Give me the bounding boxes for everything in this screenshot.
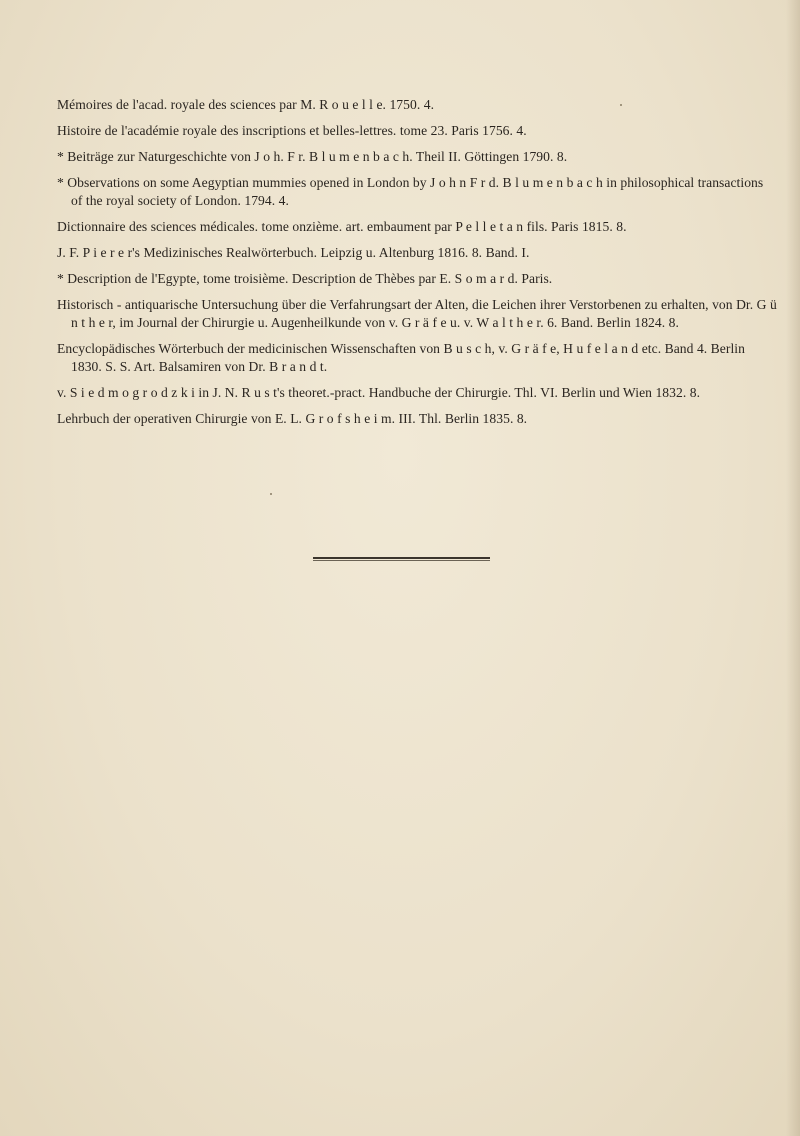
paper-speck bbox=[620, 104, 622, 106]
bibliography-entry: v. S i e d m o g r o d z k i in J. N. R u s t's theoret.-pract. Handbuche der Chirurgie. Thl. VI. Berlin und Wien 1832. 8. bbox=[57, 385, 701, 400]
bibliography-entry: Dictionnaire des sciences médicales. tome onzième. art. embaument par P e l l e t a n fils. Paris 1815. 8. bbox=[57, 219, 627, 234]
bibliography-entry: * Observations on some Aegyptian mummies opened in London by J o h n F r d. B l u m e n b a c h in philosophical transactions of the royal society of London. 1794. 4. bbox=[57, 175, 764, 208]
page-edge-shadow bbox=[786, 0, 800, 1136]
bibliography-entry: Lehrbuch der operativen Chirurgie von E. L. G r o f s h e i m. III. Thl. Berlin 1835. 8. bbox=[57, 411, 528, 426]
bibliography-entry: J. F. P i e r e r's Medizinisches Realwörterbuch. Leipzig u. Altenburg 1816. 8. Band. I. bbox=[57, 245, 530, 260]
paper-speck bbox=[270, 493, 272, 495]
bibliography-list bbox=[57, 96, 777, 436]
bibliography-entry: Encyclopädisches Wörterbuch der medicinischen Wissenschaften von B u s c h, v. G r ä f e, H u f e l a n d etc. Band 4. Berlin 1830. S. S. Art. Balsamiren von Dr. B r a n d t. bbox=[57, 341, 745, 374]
bibliography-entry: * Description de l'Egypte, tome troisième. Description de Thèbes par E. S o m a r d. Paris. bbox=[57, 271, 553, 286]
bibliography-entry: Histoire de l'académie royale des inscriptions et belles-lettres. tome 23. Paris 1756. 4. bbox=[57, 123, 527, 138]
bibliography-entry: Mémoires de l'acad. royale des sciences par M. R o u e l l e. 1750. 4. bbox=[57, 97, 435, 112]
section-divider-rule bbox=[313, 557, 490, 561]
bibliography-entry: Historisch - antiquarische Untersuchung über die Verfahrungsart der Alten, die Leichen ihrer Verstorbenen zu erhalten, von Dr. G ü n t h e r, im Journal der Chirurgie u. Augenheilkunde von v. G r ä f e u. v. W a l t h e r. 6. Band. Berlin 1824. 8. bbox=[57, 297, 777, 330]
bibliography-entry: * Beiträge zur Naturgeschichte von J o h. F r. B l u m e n b a c h. Theil II. Göttingen 1790. 8. bbox=[57, 149, 568, 164]
